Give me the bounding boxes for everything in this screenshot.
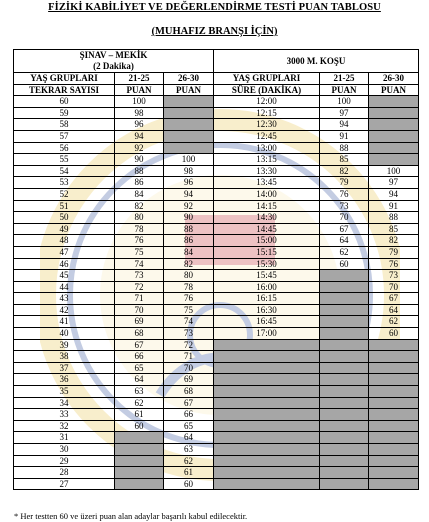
pushup-score-26-30-cell: 72 bbox=[164, 339, 214, 351]
run-score-21-25-cell bbox=[320, 420, 369, 432]
run-time-cell bbox=[214, 432, 320, 444]
run-time-cell: 13:15 bbox=[214, 154, 320, 166]
run-time-cell bbox=[214, 420, 320, 432]
run-score-26-30-cell: 67 bbox=[369, 293, 419, 305]
footnote: * Her testten 60 ve üzeri puan alan adaylar başarılı kabul edilecektir. bbox=[14, 511, 248, 521]
pushup-score-26-30-cell: 75 bbox=[164, 304, 214, 316]
repetitions-cell: 51 bbox=[14, 200, 115, 212]
table-row bbox=[14, 154, 419, 166]
run-time-cell: 12:15 bbox=[214, 107, 320, 119]
repetitions-cell: 40 bbox=[14, 328, 115, 340]
pushup-score-21-25-cell: 68 bbox=[115, 328, 164, 340]
table-row bbox=[14, 362, 419, 374]
run-score-21-25-cell: 73 bbox=[320, 200, 369, 212]
table-row bbox=[14, 142, 419, 154]
repetitions-cell: 46 bbox=[14, 258, 115, 270]
pushup-score-26-30-cell: 86 bbox=[164, 235, 214, 247]
run-score-26-30-cell bbox=[369, 107, 419, 119]
run-score-21-25-cell: 76 bbox=[320, 188, 369, 200]
run-time-cell: 16:45 bbox=[214, 316, 320, 328]
run-time-cell bbox=[214, 455, 320, 467]
header-age-groups: YAŞ GRUPLARI bbox=[214, 73, 320, 85]
run-score-21-25-cell: 94 bbox=[320, 119, 369, 131]
table-row bbox=[14, 316, 419, 328]
run-time-cell bbox=[214, 467, 320, 479]
table-row bbox=[14, 200, 419, 212]
run-score-21-25-cell: 82 bbox=[320, 165, 369, 177]
pushup-score-26-30-cell: 82 bbox=[164, 258, 214, 270]
table-row bbox=[14, 478, 419, 490]
pushup-score-21-25-cell: 90 bbox=[115, 154, 164, 166]
pushup-score-21-25-cell: 63 bbox=[115, 386, 164, 398]
run-time-cell bbox=[214, 374, 320, 386]
run-score-26-30-cell bbox=[369, 130, 419, 142]
repetitions-cell: 54 bbox=[14, 165, 115, 177]
pushup-score-21-25-cell: 75 bbox=[115, 246, 164, 258]
repetitions-cell: 28 bbox=[14, 467, 115, 479]
repetitions-cell: 38 bbox=[14, 351, 115, 363]
pushup-situp-section-header bbox=[14, 50, 214, 73]
run-score-21-25-cell bbox=[320, 374, 369, 386]
pushup-situp-duration: (2 Dakika) bbox=[93, 61, 134, 71]
run-time-cell: 14:15 bbox=[214, 200, 320, 212]
repetitions-cell: 49 bbox=[14, 223, 115, 235]
header-score: PUAN bbox=[369, 84, 419, 96]
run-score-21-25-cell bbox=[320, 328, 369, 340]
repetitions-cell: 35 bbox=[14, 386, 115, 398]
page-subtitle: (MUHAFIZ BRANŞI İÇİN) bbox=[151, 26, 278, 37]
pushup-score-21-25-cell: 94 bbox=[115, 130, 164, 142]
run-score-26-30-cell bbox=[369, 362, 419, 374]
run-time-cell: 16:00 bbox=[214, 281, 320, 293]
run-score-26-30-cell bbox=[369, 142, 419, 154]
table-row bbox=[14, 293, 419, 305]
pushup-score-26-30-cell: 60 bbox=[164, 478, 214, 490]
pushup-score-21-25-cell: 86 bbox=[115, 177, 164, 189]
run-score-21-25-cell bbox=[320, 351, 369, 363]
run-time-cell bbox=[214, 409, 320, 421]
pushup-score-21-25-cell bbox=[115, 432, 164, 444]
pushup-score-21-25-cell: 72 bbox=[115, 281, 164, 293]
run-score-26-30-cell: 73 bbox=[369, 270, 419, 282]
pushup-situp-title: ŞINAV – MEKİK bbox=[79, 50, 148, 60]
table-row bbox=[14, 235, 419, 247]
pushup-score-26-30-cell: 64 bbox=[164, 432, 214, 444]
run-score-21-25-cell: 70 bbox=[320, 212, 369, 224]
run-time-cell: 15:45 bbox=[214, 270, 320, 282]
pushup-score-21-25-cell bbox=[115, 478, 164, 490]
repetitions-cell: 47 bbox=[14, 246, 115, 258]
repetitions-cell: 43 bbox=[14, 293, 115, 305]
run-score-26-30-cell: 85 bbox=[369, 223, 419, 235]
run-time-cell: 13:30 bbox=[214, 165, 320, 177]
pushup-score-26-30-cell: 84 bbox=[164, 246, 214, 258]
header-score: PUAN bbox=[164, 84, 214, 96]
run-time-cell: 15:15 bbox=[214, 246, 320, 258]
run-score-21-25-cell: 100 bbox=[320, 96, 369, 108]
pushup-score-21-25-cell: 100 bbox=[115, 96, 164, 108]
pushup-score-21-25-cell: 71 bbox=[115, 293, 164, 305]
repetitions-cell: 36 bbox=[14, 374, 115, 386]
pushup-score-21-25-cell: 66 bbox=[115, 351, 164, 363]
run-time-cell: 14:00 bbox=[214, 188, 320, 200]
table-row bbox=[14, 188, 419, 200]
table-row bbox=[14, 467, 419, 479]
pushup-score-26-30-cell: 73 bbox=[164, 328, 214, 340]
pushup-score-26-30-cell: 70 bbox=[164, 362, 214, 374]
table-row bbox=[14, 351, 419, 363]
pushup-score-21-25-cell bbox=[115, 455, 164, 467]
pushup-score-26-30-cell: 88 bbox=[164, 223, 214, 235]
run-score-21-25-cell bbox=[320, 281, 369, 293]
pushup-score-21-25-cell: 64 bbox=[115, 374, 164, 386]
run-score-26-30-cell bbox=[369, 96, 419, 108]
run-score-26-30-cell: 94 bbox=[369, 188, 419, 200]
run-score-21-25-cell: 85 bbox=[320, 154, 369, 166]
pushup-score-21-25-cell: 84 bbox=[115, 188, 164, 200]
pushup-score-26-30-cell bbox=[164, 130, 214, 142]
run-time-cell: 12:00 bbox=[214, 96, 320, 108]
pushup-score-21-25-cell bbox=[115, 467, 164, 479]
run-score-21-25-cell: 79 bbox=[320, 177, 369, 189]
run-score-26-30-cell bbox=[369, 154, 419, 166]
table-row bbox=[14, 328, 419, 340]
run-score-21-25-cell bbox=[320, 432, 369, 444]
run-score-21-25-cell: 64 bbox=[320, 235, 369, 247]
header-row-2 bbox=[14, 84, 419, 96]
pushup-score-26-30-cell: 74 bbox=[164, 316, 214, 328]
pushup-score-26-30-cell: 92 bbox=[164, 200, 214, 212]
run-score-26-30-cell: 100 bbox=[369, 165, 419, 177]
repetitions-cell: 37 bbox=[14, 362, 115, 374]
repetitions-cell: 31 bbox=[14, 432, 115, 444]
table-row bbox=[14, 212, 419, 224]
run-score-26-30-cell: 64 bbox=[369, 304, 419, 316]
pushup-score-21-25-cell: 80 bbox=[115, 212, 164, 224]
run-time-cell: 16:15 bbox=[214, 293, 320, 305]
table-row bbox=[14, 223, 419, 235]
repetitions-cell: 53 bbox=[14, 177, 115, 189]
pushup-score-21-25-cell: 74 bbox=[115, 258, 164, 270]
run-time-cell bbox=[214, 444, 320, 456]
table-row bbox=[14, 455, 419, 467]
table-row bbox=[14, 246, 419, 258]
run-score-21-25-cell: 97 bbox=[320, 107, 369, 119]
repetitions-cell: 41 bbox=[14, 316, 115, 328]
run-score-26-30-cell: 76 bbox=[369, 258, 419, 270]
page-title: FİZİKİ KABİLİYET VE DEĞERLENDİRME TESTİ PUAN TABLOSU bbox=[48, 2, 381, 13]
repetitions-cell: 33 bbox=[14, 409, 115, 421]
run-score-21-25-cell bbox=[320, 467, 369, 479]
run-score-26-30-cell bbox=[369, 444, 419, 456]
pushup-score-26-30-cell bbox=[164, 119, 214, 131]
run-score-21-25-cell bbox=[320, 409, 369, 421]
table-row bbox=[14, 119, 419, 131]
run-score-26-30-cell bbox=[369, 467, 419, 479]
run-score-26-30-cell: 70 bbox=[369, 281, 419, 293]
run-score-26-30-cell: 91 bbox=[369, 200, 419, 212]
table-row bbox=[14, 130, 419, 142]
pushup-score-21-25-cell: 92 bbox=[115, 142, 164, 154]
run-score-21-25-cell bbox=[320, 293, 369, 305]
table-row bbox=[14, 444, 419, 456]
run-time-cell bbox=[214, 351, 320, 363]
table-row bbox=[14, 304, 419, 316]
pushup-score-21-25-cell: 65 bbox=[115, 362, 164, 374]
repetitions-cell: 59 bbox=[14, 107, 115, 119]
header-age-21-25: 21-25 bbox=[320, 73, 369, 85]
repetitions-cell: 32 bbox=[14, 420, 115, 432]
repetitions-cell: 44 bbox=[14, 281, 115, 293]
score-table bbox=[13, 49, 419, 490]
pushup-score-21-25-cell: 76 bbox=[115, 235, 164, 247]
run-time-cell bbox=[214, 339, 320, 351]
run-score-21-25-cell bbox=[320, 270, 369, 282]
pushup-score-26-30-cell: 100 bbox=[164, 154, 214, 166]
pushup-score-21-25-cell: 96 bbox=[115, 119, 164, 131]
repetitions-cell: 55 bbox=[14, 154, 115, 166]
table-row bbox=[14, 374, 419, 386]
run-score-21-25-cell bbox=[320, 362, 369, 374]
run-section-header: 3000 M. KOŞU bbox=[214, 50, 419, 73]
pushup-score-26-30-cell: 90 bbox=[164, 212, 214, 224]
run-score-26-30-cell bbox=[369, 339, 419, 351]
run-time-cell: 15:30 bbox=[214, 258, 320, 270]
run-score-26-30-cell bbox=[369, 420, 419, 432]
pushup-score-21-25-cell: 69 bbox=[115, 316, 164, 328]
run-score-21-25-cell bbox=[320, 444, 369, 456]
run-score-26-30-cell bbox=[369, 119, 419, 131]
pushup-score-21-25-cell: 62 bbox=[115, 397, 164, 409]
pushup-score-21-25-cell: 88 bbox=[115, 165, 164, 177]
run-time-cell: 16:30 bbox=[214, 304, 320, 316]
repetitions-cell: 58 bbox=[14, 119, 115, 131]
pushup-score-26-30-cell bbox=[164, 107, 214, 119]
repetitions-cell: 56 bbox=[14, 142, 115, 154]
repetitions-cell: 42 bbox=[14, 304, 115, 316]
run-score-26-30-cell bbox=[369, 455, 419, 467]
header-score: PUAN bbox=[115, 84, 164, 96]
run-score-21-25-cell bbox=[320, 478, 369, 490]
run-time-cell: 12:45 bbox=[214, 130, 320, 142]
repetitions-cell: 57 bbox=[14, 130, 115, 142]
run-score-21-25-cell: 60 bbox=[320, 258, 369, 270]
run-time-cell bbox=[214, 386, 320, 398]
pushup-score-26-30-cell: 80 bbox=[164, 270, 214, 282]
run-score-21-25-cell bbox=[320, 386, 369, 398]
table-row bbox=[14, 432, 419, 444]
run-time-cell: 17:00 bbox=[214, 328, 320, 340]
run-time-cell bbox=[214, 397, 320, 409]
repetitions-cell: 29 bbox=[14, 455, 115, 467]
pushup-score-26-30-cell: 94 bbox=[164, 188, 214, 200]
run-score-26-30-cell: 82 bbox=[369, 235, 419, 247]
table-row bbox=[14, 270, 419, 282]
repetitions-cell: 50 bbox=[14, 212, 115, 224]
repetitions-cell: 45 bbox=[14, 270, 115, 282]
table-row bbox=[14, 107, 419, 119]
pushup-score-26-30-cell: 71 bbox=[164, 351, 214, 363]
repetitions-cell: 34 bbox=[14, 397, 115, 409]
pushup-score-26-30-cell: 65 bbox=[164, 420, 214, 432]
header-score: PUAN bbox=[320, 84, 369, 96]
pushup-score-26-30-cell: 66 bbox=[164, 409, 214, 421]
run-score-26-30-cell bbox=[369, 409, 419, 421]
run-score-21-25-cell bbox=[320, 455, 369, 467]
run-time-cell bbox=[214, 362, 320, 374]
run-time-cell: 13:00 bbox=[214, 142, 320, 154]
header-age-groups: YAŞ GRUPLARI bbox=[14, 73, 115, 85]
run-time-cell: 14:45 bbox=[214, 223, 320, 235]
repetitions-cell: 27 bbox=[14, 478, 115, 490]
table-row bbox=[14, 281, 419, 293]
repetitions-cell: 52 bbox=[14, 188, 115, 200]
table-row bbox=[14, 165, 419, 177]
run-score-26-30-cell: 97 bbox=[369, 177, 419, 189]
header-age-26-30: 26-30 bbox=[369, 73, 419, 85]
run-score-26-30-cell bbox=[369, 478, 419, 490]
pushup-score-26-30-cell: 62 bbox=[164, 455, 214, 467]
run-score-26-30-cell bbox=[369, 432, 419, 444]
run-score-21-25-cell: 91 bbox=[320, 130, 369, 142]
pushup-score-21-25-cell: 98 bbox=[115, 107, 164, 119]
run-score-21-25-cell bbox=[320, 397, 369, 409]
run-score-26-30-cell: 60 bbox=[369, 328, 419, 340]
pushup-score-26-30-cell: 78 bbox=[164, 281, 214, 293]
run-score-26-30-cell: 62 bbox=[369, 316, 419, 328]
section-header-row bbox=[14, 50, 419, 73]
run-score-26-30-cell bbox=[369, 374, 419, 386]
pushup-score-26-30-cell: 76 bbox=[164, 293, 214, 305]
table-row bbox=[14, 420, 419, 432]
run-time-cell: 12:30 bbox=[214, 119, 320, 131]
run-time-cell: 15:00 bbox=[214, 235, 320, 247]
run-score-26-30-cell bbox=[369, 397, 419, 409]
pushup-score-21-25-cell: 60 bbox=[115, 420, 164, 432]
pushup-score-26-30-cell: 61 bbox=[164, 467, 214, 479]
pushup-score-26-30-cell: 96 bbox=[164, 177, 214, 189]
table-row bbox=[14, 386, 419, 398]
table-row bbox=[14, 96, 419, 108]
run-score-21-25-cell: 88 bbox=[320, 142, 369, 154]
header-age-21-25: 21-25 bbox=[115, 73, 164, 85]
run-score-21-25-cell bbox=[320, 304, 369, 316]
run-score-26-30-cell bbox=[369, 386, 419, 398]
pushup-score-21-25-cell: 70 bbox=[115, 304, 164, 316]
pushup-score-26-30-cell: 69 bbox=[164, 374, 214, 386]
run-score-26-30-cell: 79 bbox=[369, 246, 419, 258]
table-row bbox=[14, 397, 419, 409]
score-table-body bbox=[14, 96, 419, 490]
pushup-score-21-25-cell: 61 bbox=[115, 409, 164, 421]
run-score-21-25-cell bbox=[320, 316, 369, 328]
run-score-21-25-cell: 67 bbox=[320, 223, 369, 235]
run-score-21-25-cell bbox=[320, 339, 369, 351]
pushup-score-26-30-cell bbox=[164, 142, 214, 154]
run-time-cell bbox=[214, 478, 320, 490]
table-row bbox=[14, 339, 419, 351]
pushup-score-26-30-cell bbox=[164, 96, 214, 108]
table-row bbox=[14, 258, 419, 270]
repetitions-cell: 48 bbox=[14, 235, 115, 247]
run-score-26-30-cell: 88 bbox=[369, 212, 419, 224]
repetitions-cell: 60 bbox=[14, 96, 115, 108]
run-time-cell: 13:45 bbox=[214, 177, 320, 189]
run-time-cell: 14:30 bbox=[214, 212, 320, 224]
pushup-score-26-30-cell: 68 bbox=[164, 386, 214, 398]
pushup-score-21-25-cell: 82 bbox=[115, 200, 164, 212]
header-row-1 bbox=[14, 73, 419, 85]
pushup-score-26-30-cell: 98 bbox=[164, 165, 214, 177]
pushup-score-21-25-cell bbox=[115, 444, 164, 456]
repetitions-cell: 39 bbox=[14, 339, 115, 351]
pushup-score-21-25-cell: 67 bbox=[115, 339, 164, 351]
pushup-score-26-30-cell: 63 bbox=[164, 444, 214, 456]
table-row bbox=[14, 409, 419, 421]
run-score-26-30-cell bbox=[369, 351, 419, 363]
run-score-21-25-cell: 62 bbox=[320, 246, 369, 258]
header-repetitions: TEKRAR SAYISI bbox=[14, 84, 115, 96]
table-row bbox=[14, 177, 419, 189]
header-duration: SÜRE (DAKİKA) bbox=[214, 84, 320, 96]
pushup-score-21-25-cell: 78 bbox=[115, 223, 164, 235]
header-age-26-30: 26-30 bbox=[164, 73, 214, 85]
pushup-score-21-25-cell: 73 bbox=[115, 270, 164, 282]
pushup-score-26-30-cell: 67 bbox=[164, 397, 214, 409]
repetitions-cell: 30 bbox=[14, 444, 115, 456]
